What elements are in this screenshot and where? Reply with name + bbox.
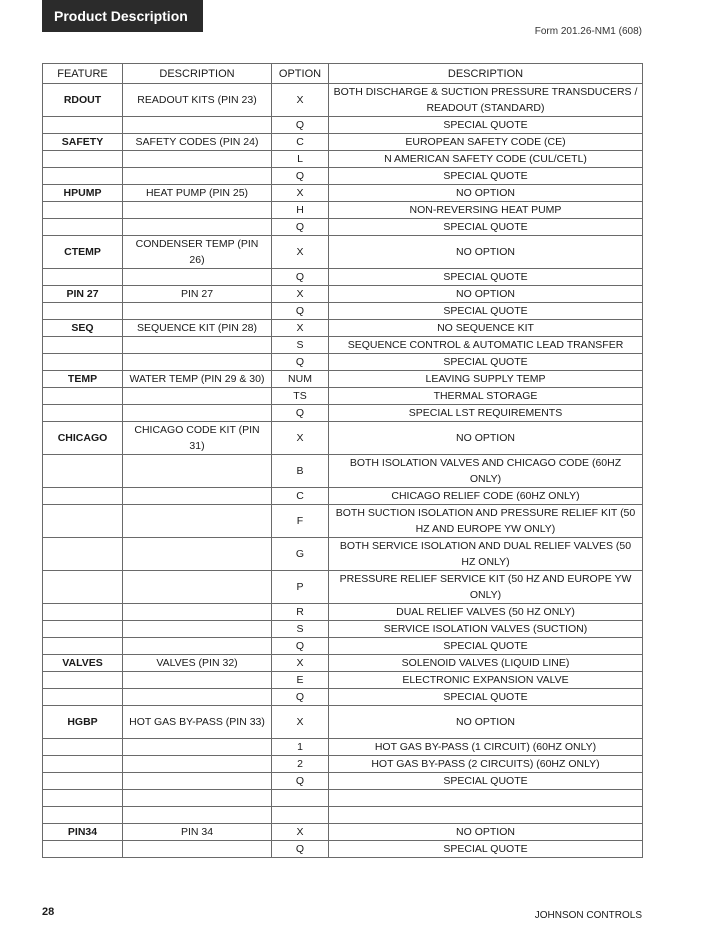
table-row (43, 538, 643, 571)
table-header-row (43, 64, 643, 84)
feature-cell (43, 505, 123, 538)
description-cell (123, 807, 272, 824)
description-cell (123, 505, 272, 538)
option-description-cell (329, 790, 643, 807)
feature-cell (43, 621, 123, 638)
table-row (43, 286, 643, 303)
description-cell (123, 790, 272, 807)
option-code-cell: F (272, 505, 329, 538)
feature-cell (43, 455, 123, 488)
option-description-cell (329, 807, 643, 824)
option-code-cell: X (272, 320, 329, 337)
option-code-cell: X (272, 84, 329, 117)
description-cell (123, 773, 272, 790)
feature-cell: SEQ (43, 320, 123, 337)
table-row (43, 571, 643, 604)
description-cell: PIN 34 (123, 824, 272, 841)
option-description-cell: NO OPTION (329, 824, 643, 841)
feature-cell (43, 117, 123, 134)
column-header-description: DESCRIPTION (123, 64, 272, 84)
description-cell (123, 303, 272, 320)
feature-cell (43, 571, 123, 604)
description-cell: CHICAGO CODE KIT (PIN 31) (123, 422, 272, 455)
option-code-cell: Q (272, 303, 329, 320)
feature-cell (43, 790, 123, 807)
product-option-table (42, 63, 643, 858)
feature-cell (43, 168, 123, 185)
option-code-cell: Q (272, 689, 329, 706)
feature-cell (43, 488, 123, 505)
description-cell (123, 168, 272, 185)
option-code-cell (272, 807, 329, 824)
description-cell (123, 388, 272, 405)
option-code-cell: Q (272, 841, 329, 858)
table-row (43, 202, 643, 219)
description-cell (123, 151, 272, 168)
option-description-cell: BOTH SERVICE ISOLATION AND DUAL RELIEF VALVES (50 HZ ONLY) (329, 538, 643, 571)
option-code-cell: X (272, 422, 329, 455)
feature-cell (43, 337, 123, 354)
option-code-cell: Q (272, 219, 329, 236)
option-code-cell: TS (272, 388, 329, 405)
section-title: Product Description (42, 0, 203, 32)
table-row (43, 168, 643, 185)
option-description-cell: CHICAGO RELIEF CODE (60HZ ONLY) (329, 488, 643, 505)
option-code-cell: 2 (272, 756, 329, 773)
table-row (43, 455, 643, 488)
option-description-cell: SPECIAL QUOTE (329, 219, 643, 236)
option-code-cell: NUM (272, 371, 329, 388)
table-row (43, 185, 643, 202)
option-description-cell: SPECIAL QUOTE (329, 841, 643, 858)
page-number: 28 (42, 906, 55, 918)
description-cell (123, 571, 272, 604)
option-code-cell: Q (272, 638, 329, 655)
feature-cell (43, 689, 123, 706)
option-code-cell: L (272, 151, 329, 168)
table-row (43, 422, 643, 455)
table-row (43, 604, 643, 621)
description-cell: SAFETY CODES (PIN 24) (123, 134, 272, 151)
table-row (43, 269, 643, 286)
option-code-cell: R (272, 604, 329, 621)
option-code-cell: X (272, 286, 329, 303)
description-cell (123, 269, 272, 286)
feature-cell (43, 354, 123, 371)
option-description-cell: SPECIAL QUOTE (329, 168, 643, 185)
feature-cell (43, 807, 123, 824)
table-row (43, 672, 643, 689)
table-row (43, 689, 643, 706)
option-description-cell: SPECIAL QUOTE (329, 117, 643, 134)
table-row (43, 219, 643, 236)
table-row (43, 303, 643, 320)
option-code-cell (272, 790, 329, 807)
table-row (43, 405, 643, 422)
option-description-cell: NO OPTION (329, 236, 643, 269)
description-cell (123, 739, 272, 756)
description-cell: READOUT KITS (PIN 23) (123, 84, 272, 117)
option-description-cell: NO SEQUENCE KIT (329, 320, 643, 337)
option-code-cell: G (272, 538, 329, 571)
table-row (43, 371, 643, 388)
table-row (43, 824, 643, 841)
feature-cell (43, 739, 123, 756)
option-description-cell: LEAVING SUPPLY TEMP (329, 371, 643, 388)
table-row (43, 706, 643, 739)
option-code-cell: C (272, 488, 329, 505)
description-cell (123, 689, 272, 706)
option-description-cell: HOT GAS BY-PASS (2 CIRCUITS) (60HZ ONLY) (329, 756, 643, 773)
description-cell: WATER TEMP (PIN 29 & 30) (123, 371, 272, 388)
table-row (43, 117, 643, 134)
feature-cell: TEMP (43, 371, 123, 388)
description-cell (123, 117, 272, 134)
table-row (43, 151, 643, 168)
option-description-cell: SPECIAL QUOTE (329, 638, 643, 655)
feature-cell: PIN 27 (43, 286, 123, 303)
option-code-cell: Q (272, 269, 329, 286)
option-code-cell: X (272, 655, 329, 672)
option-description-cell: ELECTRONIC EXPANSION VALVE (329, 672, 643, 689)
option-code-cell: Q (272, 773, 329, 790)
table-row (43, 388, 643, 405)
feature-cell (43, 219, 123, 236)
feature-cell (43, 202, 123, 219)
description-cell (123, 672, 272, 689)
feature-cell: VALVES (43, 655, 123, 672)
form-number: Form 201.26-NM1 (608) (534, 26, 642, 37)
feature-cell: HGBP (43, 706, 123, 739)
option-code-cell: Q (272, 405, 329, 422)
description-cell: PIN 27 (123, 286, 272, 303)
option-description-cell: NO OPTION (329, 286, 643, 303)
feature-cell (43, 672, 123, 689)
feature-cell: SAFETY (43, 134, 123, 151)
option-description-cell: PRESSURE RELIEF SERVICE KIT (50 HZ AND EUROPE YW ONLY) (329, 571, 643, 604)
table-row (43, 807, 643, 824)
column-header-feature: FEATURE (43, 64, 123, 84)
table-row (43, 84, 643, 117)
description-cell: HOT GAS BY-PASS (PIN 33) (123, 706, 272, 739)
feature-cell (43, 841, 123, 858)
description-cell: VALVES (PIN 32) (123, 655, 272, 672)
option-description-cell: BOTH ISOLATION VALVES AND CHICAGO CODE (60HZ ONLY) (329, 455, 643, 488)
table-row (43, 841, 643, 858)
description-cell (123, 756, 272, 773)
feature-cell (43, 303, 123, 320)
option-description-cell: SPECIAL QUOTE (329, 689, 643, 706)
description-cell (123, 219, 272, 236)
description-cell (123, 202, 272, 219)
table-row (43, 236, 643, 269)
option-description-cell: HOT GAS BY-PASS (1 CIRCUIT) (60HZ ONLY) (329, 739, 643, 756)
option-code-cell: X (272, 824, 329, 841)
description-cell: SEQUENCE KIT (PIN 28) (123, 320, 272, 337)
description-cell (123, 638, 272, 655)
description-cell: CONDENSER TEMP (PIN 26) (123, 236, 272, 269)
table-row (43, 773, 643, 790)
table-row (43, 134, 643, 151)
table-row (43, 505, 643, 538)
option-description-cell: SOLENOID VALVES (LIQUID LINE) (329, 655, 643, 672)
feature-cell (43, 269, 123, 286)
option-code-cell: S (272, 621, 329, 638)
option-description-cell: NO OPTION (329, 706, 643, 739)
option-code-cell: Q (272, 354, 329, 371)
description-cell (123, 604, 272, 621)
column-header-option-description: DESCRIPTION (329, 64, 643, 84)
option-description-cell: EUROPEAN SAFETY CODE (CE) (329, 134, 643, 151)
table-row (43, 790, 643, 807)
description-cell (123, 488, 272, 505)
table-row (43, 621, 643, 638)
option-description-cell: SEQUENCE CONTROL & AUTOMATIC LEAD TRANSFER (329, 337, 643, 354)
feature-cell: RDOUT (43, 84, 123, 117)
option-description-cell: BOTH DISCHARGE & SUCTION PRESSURE TRANSDUCERS / READOUT (STANDARD) (329, 84, 643, 117)
option-code-cell: S (272, 337, 329, 354)
option-description-cell: SPECIAL LST REQUIREMENTS (329, 405, 643, 422)
option-description-cell: SPECIAL QUOTE (329, 269, 643, 286)
feature-cell: PIN34 (43, 824, 123, 841)
option-code-cell: H (272, 202, 329, 219)
option-description-cell: N AMERICAN SAFETY CODE (CUL/CETL) (329, 151, 643, 168)
description-cell (123, 354, 272, 371)
option-code-cell: Q (272, 117, 329, 134)
description-cell: HEAT PUMP (PIN 25) (123, 185, 272, 202)
option-code-cell: X (272, 706, 329, 739)
table-row (43, 337, 643, 354)
table-row (43, 756, 643, 773)
company-name: JOHNSON CONTROLS (534, 910, 642, 921)
option-description-cell: SPECIAL QUOTE (329, 303, 643, 320)
feature-cell (43, 604, 123, 621)
table-row (43, 354, 643, 371)
feature-cell (43, 773, 123, 790)
feature-cell: CTEMP (43, 236, 123, 269)
feature-cell (43, 756, 123, 773)
option-code-cell: Q (272, 168, 329, 185)
description-cell (123, 621, 272, 638)
feature-cell (43, 388, 123, 405)
option-code-cell: X (272, 236, 329, 269)
option-description-cell: THERMAL STORAGE (329, 388, 643, 405)
option-description-cell: SPECIAL QUOTE (329, 354, 643, 371)
description-cell (123, 455, 272, 488)
option-code-cell: X (272, 185, 329, 202)
table-row (43, 638, 643, 655)
option-description-cell: SPECIAL QUOTE (329, 773, 643, 790)
feature-cell: CHICAGO (43, 422, 123, 455)
option-description-cell: NO OPTION (329, 422, 643, 455)
feature-cell: HPUMP (43, 185, 123, 202)
option-description-cell: BOTH SUCTION ISOLATION AND PRESSURE RELIEF KIT (50 HZ AND EUROPE YW ONLY) (329, 505, 643, 538)
option-code-cell: C (272, 134, 329, 151)
description-cell (123, 337, 272, 354)
option-code-cell: 1 (272, 739, 329, 756)
option-description-cell: NO OPTION (329, 185, 643, 202)
option-description-cell: NON-REVERSING HEAT PUMP (329, 202, 643, 219)
feature-cell (43, 638, 123, 655)
feature-cell (43, 538, 123, 571)
table-row (43, 488, 643, 505)
option-code-cell: E (272, 672, 329, 689)
description-cell (123, 841, 272, 858)
column-header-option: OPTION (272, 64, 329, 84)
option-code-cell: P (272, 571, 329, 604)
option-description-cell: DUAL RELIEF VALVES (50 HZ ONLY) (329, 604, 643, 621)
feature-cell (43, 405, 123, 422)
option-description-cell: SERVICE ISOLATION VALVES (SUCTION) (329, 621, 643, 638)
table-row (43, 320, 643, 337)
table-row (43, 655, 643, 672)
option-code-cell: B (272, 455, 329, 488)
table-row (43, 739, 643, 756)
description-cell (123, 405, 272, 422)
feature-cell (43, 151, 123, 168)
description-cell (123, 538, 272, 571)
